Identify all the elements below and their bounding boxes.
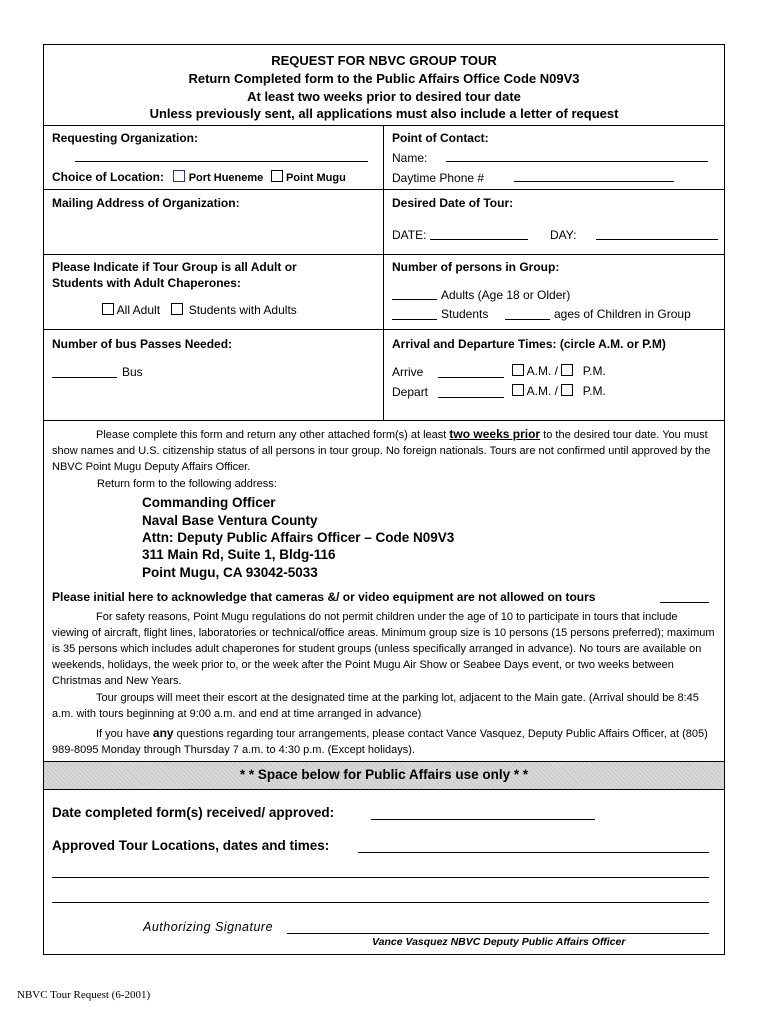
divider: [43, 254, 725, 255]
name-field[interactable]: [446, 161, 708, 162]
location-label: Choice of Location: [52, 170, 160, 184]
divider: [43, 189, 725, 190]
depart-time-field[interactable]: [438, 397, 504, 398]
students-with-adults-checkbox[interactable]: [171, 303, 183, 315]
arrive-pm-checkbox[interactable]: [561, 364, 573, 376]
arrive-time-field[interactable]: [438, 377, 504, 378]
all-adult-checkbox[interactable]: [102, 303, 114, 315]
camera-acknowledge-label: Please initial here to acknowledge that cameras &/ or video equipment are not allowed on tours: [52, 590, 596, 604]
bus-count-field[interactable]: [52, 377, 117, 378]
location-colon: :: [160, 170, 164, 184]
signature-field[interactable]: [287, 933, 709, 934]
letter-note: Unless previously sent, all applications must also include a letter of request: [149, 106, 619, 121]
divider: [43, 761, 725, 762]
column-divider: [383, 125, 384, 420]
signer-name: Vance Vasquez NBVC Deputy Public Affairs Officer: [372, 936, 626, 948]
arrive-ampm: [512, 364, 606, 378]
arrival-departure-label: Arrival and Departure Times: (circle A.M. or P.M): [392, 337, 666, 351]
acknowledge-initial-field[interactable]: [660, 602, 709, 603]
questions-text-cont: questions regarding tour arrangements, please contact Vance Vasquez, Deputy Public Affairs Officer, at (805) 989-8095 Monday through Thursday 7 a.m. to 4:30 p.m. (Except holidays).: [52, 728, 708, 756]
questions-paragraph: [52, 725, 716, 758]
deadline-note: At least two weeks prior to desired tour date: [247, 89, 521, 104]
address-line-3: Attn: Deputy Public Affairs Officer – Code N09V3: [142, 530, 455, 545]
form-footer: NBVC Tour Request (6-2001): [17, 989, 151, 1001]
depart-label: Depart: [392, 385, 429, 399]
location-choice: [52, 170, 346, 184]
office-use-title: * * Space below for Public Affairs use only * *: [239, 767, 529, 782]
date-completed-field[interactable]: [371, 819, 595, 820]
authorizing-signature-label: Authorizing Signature: [143, 920, 274, 934]
instructions-paragraph: [52, 426, 716, 475]
approved-locations-label: Approved Tour Locations, dates and times:: [52, 838, 330, 853]
return-to-label: Return form to the following address:: [97, 478, 277, 490]
adults-label: Adults (Age 18 or Older): [441, 288, 571, 302]
day-field[interactable]: [596, 239, 718, 240]
any-emphasis: any: [152, 726, 174, 740]
point-mugu-checkbox[interactable]: [271, 170, 283, 182]
depart-pm-checkbox[interactable]: [561, 384, 573, 396]
port-hueneme-checkbox[interactable]: [173, 170, 185, 182]
point-of-contact-label: Point of Contact:: [392, 131, 489, 145]
approved-locations-line-3[interactable]: [52, 902, 709, 903]
address-line-4: 311 Main Rd, Suite 1, Bldg-116: [142, 547, 336, 562]
divider: [43, 420, 725, 421]
date-label: DATE:: [392, 228, 427, 242]
am-label: A.M. /: [526, 384, 559, 398]
students-count-field[interactable]: [392, 319, 437, 320]
approved-locations-field[interactable]: [358, 852, 709, 853]
children-ages-label: ages of Children in Group: [554, 307, 691, 321]
all-adult-label: All Adult: [116, 303, 161, 317]
depart-am-checkbox[interactable]: [512, 384, 524, 396]
persons-in-group-label: Number of persons in Group:: [392, 260, 560, 274]
two-weeks-emphasis: two weeks prior: [449, 427, 541, 441]
date-completed-label: Date completed form(s) received/ approved:: [52, 805, 335, 820]
address-line-5: Point Mugu, CA 93042-5033: [142, 565, 318, 580]
daytime-phone-field[interactable]: [514, 181, 674, 182]
point-mugu-label: Point Mugu: [285, 172, 346, 184]
port-hueneme-label: Port Hueneme: [188, 172, 264, 184]
divider: [43, 329, 725, 330]
mailing-address-label: Mailing Address of Organization:: [52, 196, 240, 210]
questions-text: If you have: [96, 728, 150, 740]
name-label: Name:: [392, 151, 428, 165]
instructions-text: Please complete this form and return any other attached form(s) at least: [96, 429, 447, 441]
group-type-question-cont: Students with Adult Chaperones:: [52, 276, 241, 290]
students-with-adults-label: Students with Adults: [188, 303, 297, 317]
depart-ampm: [512, 384, 606, 398]
day-label: DAY:: [550, 228, 577, 242]
address-line-2: Naval Base Ventura County: [142, 513, 318, 528]
desired-date-label: Desired Date of Tour:: [392, 196, 514, 210]
bus-label: Bus: [122, 365, 143, 379]
group-type-question: Please Indicate if Tour Group is all Adult or: [52, 260, 297, 274]
pm-label: P.M.: [582, 364, 606, 378]
meeting-paragraph: Tour groups will meet their escort at the designated time at the parking lot, adjacent to the Main gate. (Arrival should be 8:45 a.m. with tours beginning at 9:00 a.m. and end at time arranged in advance): [52, 692, 699, 720]
requesting-org-field[interactable]: [75, 161, 368, 162]
adults-count-field[interactable]: [392, 299, 437, 300]
pm-label: P.M.: [582, 384, 606, 398]
bus-passes-label: Number of bus Passes Needed:: [52, 337, 233, 351]
arrive-am-checkbox[interactable]: [512, 364, 524, 376]
divider: [43, 125, 725, 126]
instructions-text-cont: to the desired tour date. You must show names and U.S. citizenship status of all persons in tour group. No foreign nationals. Tours are not confirmed until approved by the NBVC Point Mugu Deputy Affairs Officer.: [52, 429, 711, 473]
safety-paragraph: For safety reasons, Point Mugu regulations do not permit children under the age of 10 to participate in tours that include viewing of aircraft, flight lines, laboratories or technical/office areas. Minimum group size is 10 persons (15 persons preferred); maximum is 35 persons which includes adult chaperones for student groups (unless specifically arranged in advance). No tours are available on weekends, holidays, the week prior to, or the week after the Point Mugu Air Show or Seabee Days event, or two weeks between Christmas and New Years.: [52, 611, 715, 687]
children-ages-field[interactable]: [505, 319, 550, 320]
address-line-1: Commanding Officer: [142, 495, 276, 510]
date-field[interactable]: [430, 239, 528, 240]
am-label: A.M. /: [526, 364, 559, 378]
divider: [43, 789, 725, 790]
group-type-options: [102, 303, 297, 317]
students-label: Students: [441, 307, 489, 321]
daytime-phone-label: Daytime Phone #: [392, 171, 485, 185]
arrive-label: Arrive: [392, 365, 424, 379]
return-instruction: Return Completed form to the Public Affairs Office Code N09V3: [188, 71, 580, 86]
approved-locations-line-2[interactable]: [52, 877, 709, 878]
requesting-org-label: Requesting Organization:: [52, 131, 199, 145]
form-title: REQUEST FOR NBVC GROUP TOUR: [271, 53, 497, 68]
